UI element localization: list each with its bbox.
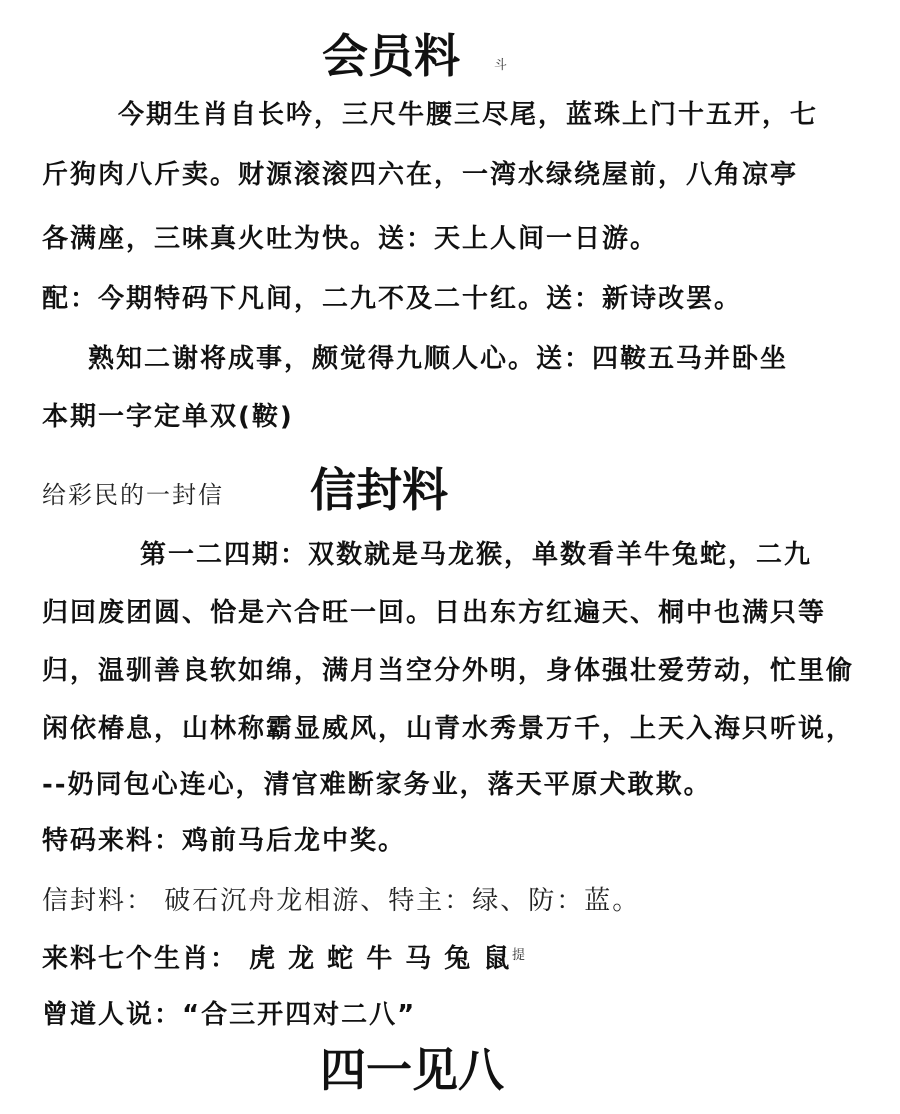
zodiac-mark: 提 [512, 948, 526, 963]
tema-line: 特码来料：鸡前马后龙中奖。 [42, 826, 407, 856]
envelope-line-3: 归，温驯善良软如绵，满月当空分外明，身体强壮爱劳动，忙里偷 [42, 656, 855, 686]
envelope-line-4: 闲依椿息，山林称霸显威风，山青水秀景万千，上天入海只听说， [42, 714, 855, 744]
envelope-material-line: 信封料： 破石沉舟龙相游、特主：绿、防：蓝。 [42, 886, 641, 916]
member-line-6: 本期一字定单双(鞍) [42, 402, 294, 432]
envelope-line-5: --奶同包心连心，清官难断家务业，落天平原犬敢欺。 [42, 770, 712, 800]
final-heading: 四一见八 [320, 1043, 504, 1097]
member-line-2: 斤狗肉八斤卖。财源滚滚四六在，一湾水绿绕屋前，八角凉亭 [42, 160, 799, 190]
member-title: 会员料 [322, 29, 460, 83]
member-line-5: 熟知二谢将成事，颇觉得九顺人心。送：四鞍五马并卧坐 [88, 344, 789, 374]
title-mark: 斗 [494, 58, 508, 73]
envelope-line-2: 归回废团圆、恰是六合旺一回。日出东方红遍天、桐中也满只等 [42, 598, 827, 628]
envelope-intro: 给彩民的一封信 [42, 481, 224, 509]
member-line-4: 配：今期特码下凡间，二九不及二十红。送：新诗改罢。 [42, 284, 743, 314]
member-line-3: 各满座，三味真火吐为快。送：天上人间一日游。 [42, 224, 659, 254]
taoist-line: 曾道人说：“合三开四对二八” [42, 1000, 417, 1030]
member-line-1: 今期生肖自长吟，三尺牛腰三尽尾，蓝珠上门十五开，七 [118, 100, 819, 130]
envelope-title: 信封料 [310, 463, 448, 517]
seven-zodiac-line: 来料七个生肖： 虎 龙 蛇 牛 马 兔 鼠 [42, 944, 512, 974]
envelope-line-1: 第一二四期：双数就是马龙猴，单数看羊牛兔蛇，二九 [140, 540, 813, 570]
